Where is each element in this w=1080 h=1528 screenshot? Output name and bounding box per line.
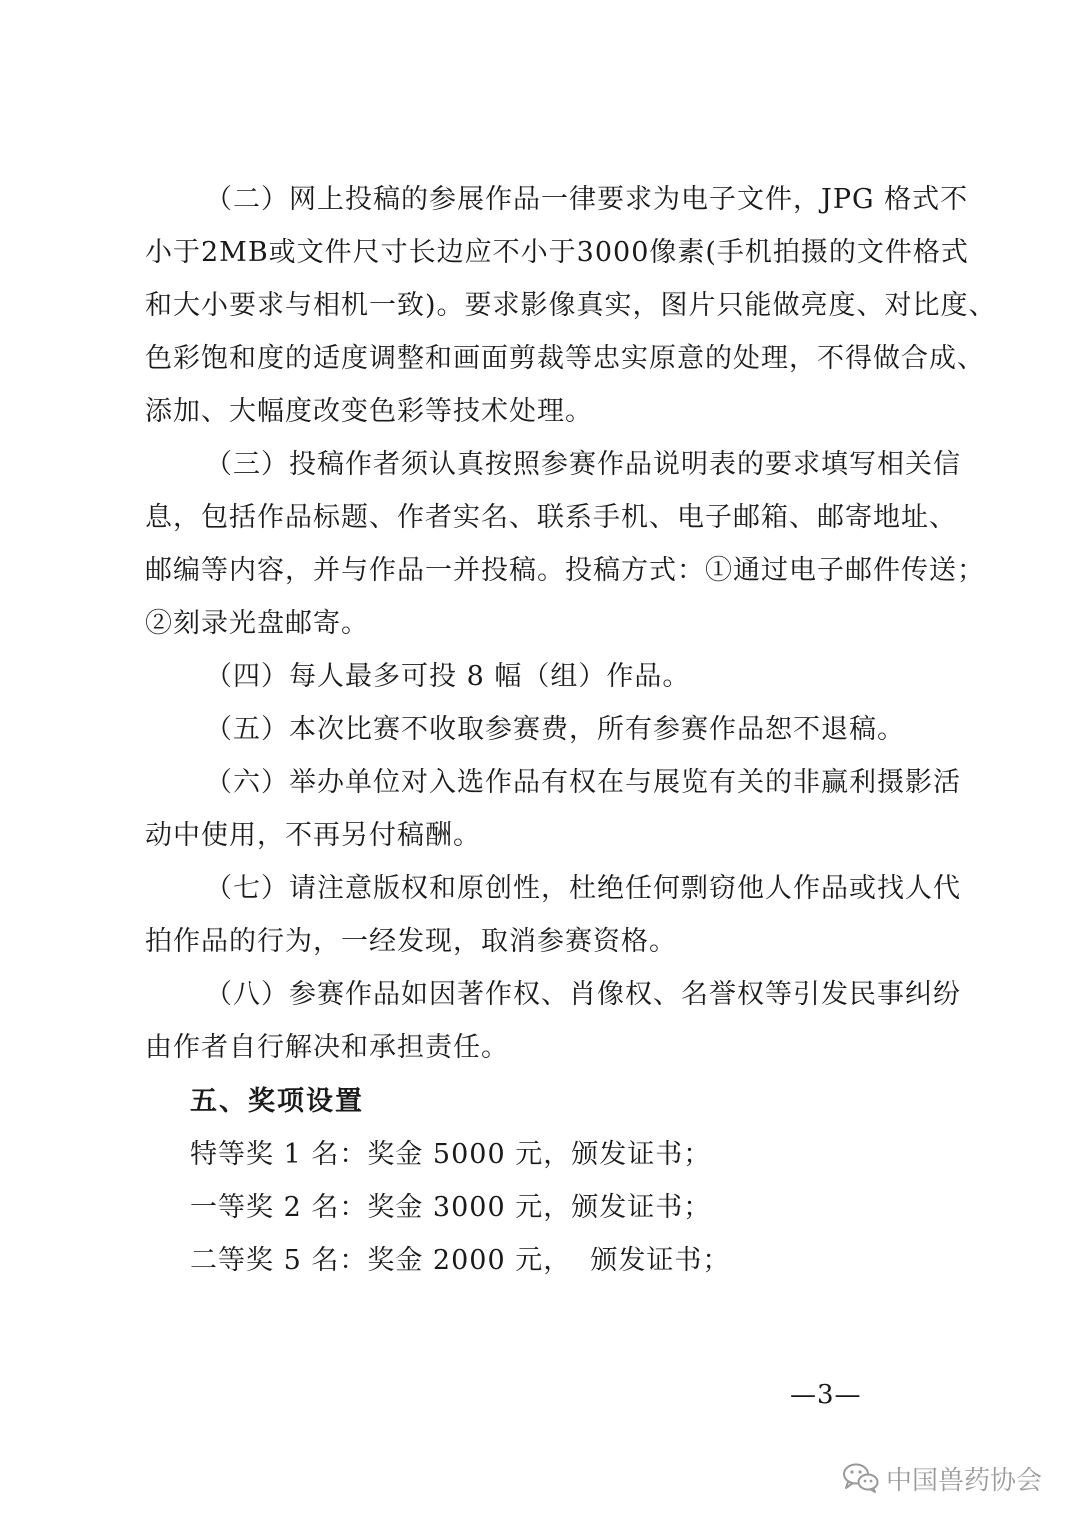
paragraph-line: （二）网上投稿的参展作品一律要求为电子文件，JPG 格式不: [205, 184, 969, 215]
watermark-text: 中国兽药协会: [886, 1465, 1043, 1496]
watermark: [842, 1458, 1042, 1498]
award-line: 二等奖 5 名：奖金 2000 元， 颁发证书；: [190, 1245, 731, 1276]
paragraph-line: （三）投稿作者须认真按照参赛作品说明表的要求填写相关信: [205, 449, 961, 480]
page-number: —3—: [790, 1380, 862, 1410]
award-line: 特等奖 1 名：奖金 5000 元，颁发证书；: [190, 1139, 712, 1170]
paragraph-line: （八）参赛作品如因著作权、肖像权、名誉权等引发民事纠纷: [205, 979, 961, 1010]
paragraph-line: （五）本次比赛不收取参赛费，所有参赛作品恕不退稿。: [205, 714, 905, 745]
paragraph-line: （六）举办单位对入选作品有权在与展览有关的非赢利摄影活: [205, 767, 961, 798]
paragraph-line: 小于2MB或文件尺寸长边应不小于3000像素(手机拍摄的文件格式: [145, 237, 969, 268]
paragraph-line: 色彩饱和度的适度调整和画面剪裁等忠实原意的处理，不得做合成、: [145, 343, 985, 374]
award-line: 一等奖 2 名：奖金 3000 元，颁发证书；: [190, 1192, 712, 1223]
paragraph-line: 动中使用，不再另付稿酬。: [145, 820, 481, 851]
paragraph-line: 息，包括作品标题、作者实名、联系手机、电子邮箱、邮寄地址、: [145, 502, 957, 533]
paragraph-line: ②刻录光盘邮寄。: [145, 608, 369, 639]
paragraph-line: 由作者自行解决和承担责任。: [145, 1032, 509, 1063]
paragraph-line: （七）请注意版权和原创性，杜绝任何剽窃他人作品或找人代: [205, 873, 961, 904]
paragraph-line: （四）每人最多可投 8 幅（组）作品。: [205, 661, 691, 692]
paragraph-line: 拍作品的行为，一经发现，取消参赛资格。: [145, 926, 677, 957]
wechat-icon: [842, 1462, 880, 1494]
paragraph-line: 邮编等内容，并与作品一并投稿。投稿方式：①通过电子邮件传送；: [145, 555, 985, 586]
paragraph-line: 和大小要求与相机一致)。要求影像真实，图片只能做亮度、对比度、: [145, 290, 997, 321]
section-heading: 五、奖项设置: [190, 1086, 364, 1117]
paragraph-line: 添加、大幅度改变色彩等技术处理。: [145, 396, 593, 427]
